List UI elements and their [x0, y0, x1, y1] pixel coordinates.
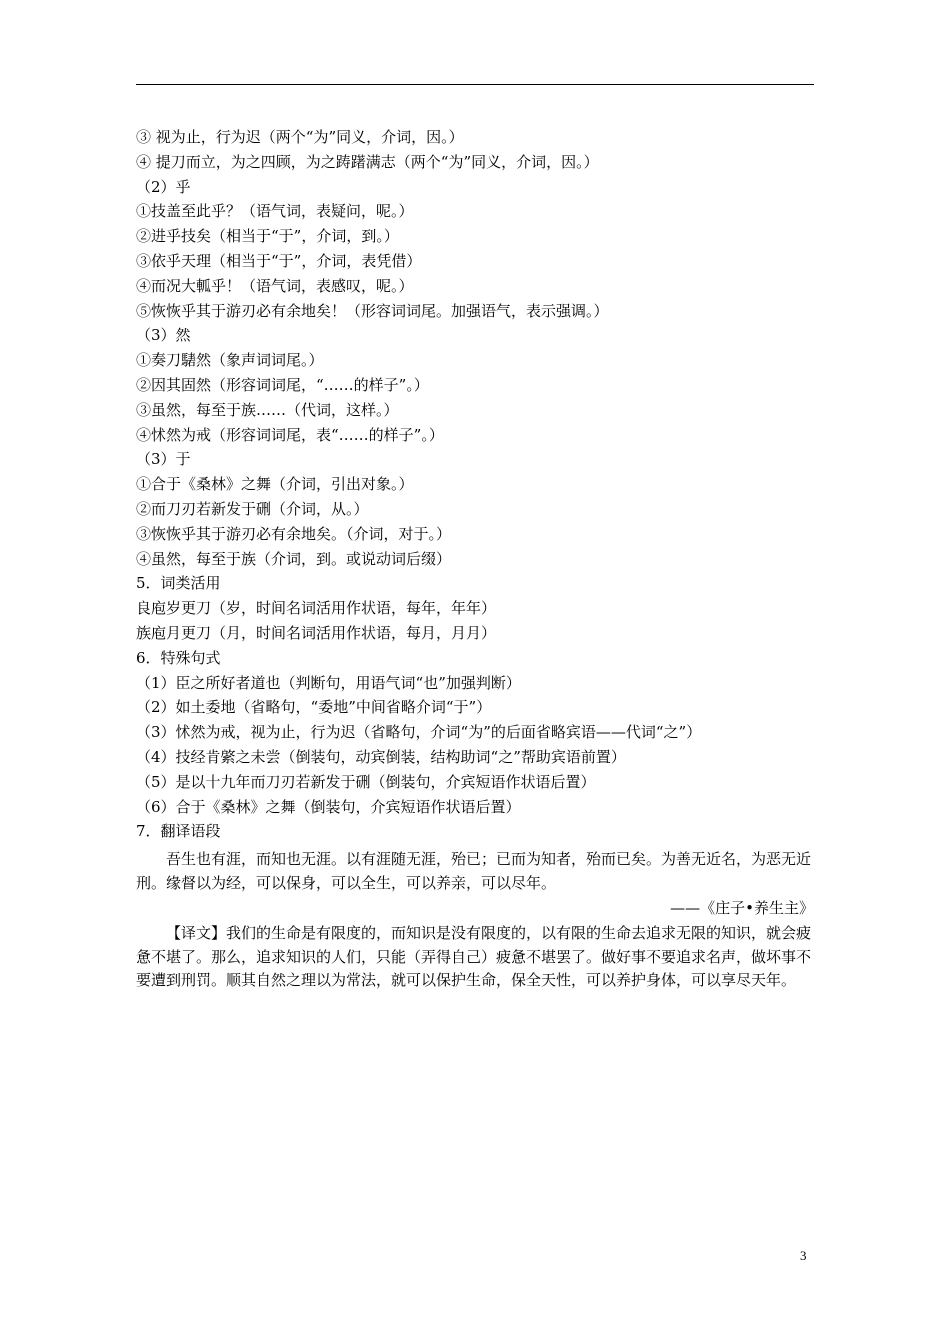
note-line: ①技盖至此乎？（语气词，表疑问，呢。） — [136, 202, 414, 221]
passage-source: ——《庄子•养生主》 — [670, 899, 814, 917]
note-line: 族庖月更刀（月，时间名词活用作状语，每月，月月） — [136, 623, 497, 642]
note-line: ②进乎技矣（相当于“于”，介词，到。） — [136, 227, 399, 246]
note-line: ④ 提刀而立，为之四顾，为之踌躇满志（两个“为”同义，介词，因。） — [136, 152, 599, 171]
note-line: ④怵然为戒（形容词词尾，表“……的样子”。） — [136, 425, 444, 444]
note-line: （6）合于《桑林》之舞（倒装句，介宾短语作状语后置） — [136, 797, 521, 816]
note-line: ①合于《桑林》之舞（介词，引出对象。） — [136, 475, 414, 494]
note-line: （3）怵然为戒，视为止，行为迟（省略句，介词“为”的后面省略宾语——代词“之”） — [136, 723, 702, 742]
header-rule — [136, 84, 814, 85]
note-line: ③ 视为止，行为迟（两个“为”同义，介词，因。） — [136, 128, 464, 146]
note-line: ③虽然，每至于族……（代词，这样。） — [136, 400, 399, 419]
note-line: （1）臣之所好者道也（判断句，用语气词“也”加强判断） — [136, 673, 521, 692]
note-line: （4）技经肯綮之未尝（倒装句，动宾倒装，结构助词“之”帮助宾语前置） — [136, 747, 626, 766]
translation-label: 【译文】 — [166, 924, 227, 942]
classical-passage: 吾生也有涯，而知也无涯。以有涯随无涯，殆已；已而为知者，殆而已矣。为善无近名，为恶无近刑。缘督以为经，可以保身，可以全生，可以养亲，可以尽年。 — [136, 850, 812, 892]
translation-text: 我们的生命是有限度的，而知识是没有限度的，以有限的生命去追求无限的知识，就会疲惫不堪了。那么，追求知识的人们，只能（弄得自己）疲惫不堪罢了。做好事不要追求名声，做坏事不要遭到刑罚。顺其自然之理以为常法，就可以保护生命，保全天性，可以养护身体，可以享尽天年。 — [136, 924, 812, 989]
section-heading: 5．词类活用 — [136, 574, 221, 593]
section-heading: 6．特殊句式 — [136, 648, 221, 667]
note-line: ①奏刀騞然（象声词词尾。） — [136, 351, 324, 370]
note-line: ④虽然，每至于族（介词，到。或说动词后缀） — [136, 549, 452, 568]
note-line: ②因其固然（形容词词尾，“……的样子”。） — [136, 375, 429, 394]
note-line: ⑤恢恢乎其于游刃必有余地矣！（形容词词尾。加强语气，表示强调。） — [136, 301, 609, 320]
section-heading: （2）乎 — [136, 177, 191, 196]
section-heading: （3）然 — [136, 326, 191, 345]
page-number: 3 — [800, 1248, 807, 1263]
notes-list — [136, 125, 816, 844]
translation-paragraph — [136, 922, 816, 993]
note-line: （2）如土委地（省略句，“委地”中间省略介词“于”） — [136, 698, 492, 717]
note-line: ③恢恢乎其于游刃必有余地矣。（介词，对于。） — [136, 524, 452, 543]
note-line: （5）是以十九年而刀刃若新发于硎（倒装句，介宾短语作状语后置） — [136, 772, 596, 791]
note-line: 良庖岁更刀（岁，时间名词活用作状语，每年，年年） — [136, 599, 497, 618]
note-line: ④而况大軱乎！（语气词，表感叹，呢。） — [136, 276, 414, 295]
note-line: ②而刀刃若新发于硎（介词，从。） — [136, 499, 369, 518]
section-heading: 7．翻译语段 — [136, 822, 221, 841]
note-line: ③依乎天理（相当于“于”，介词，表凭借） — [136, 251, 422, 270]
section-heading: （3）于 — [136, 450, 191, 469]
